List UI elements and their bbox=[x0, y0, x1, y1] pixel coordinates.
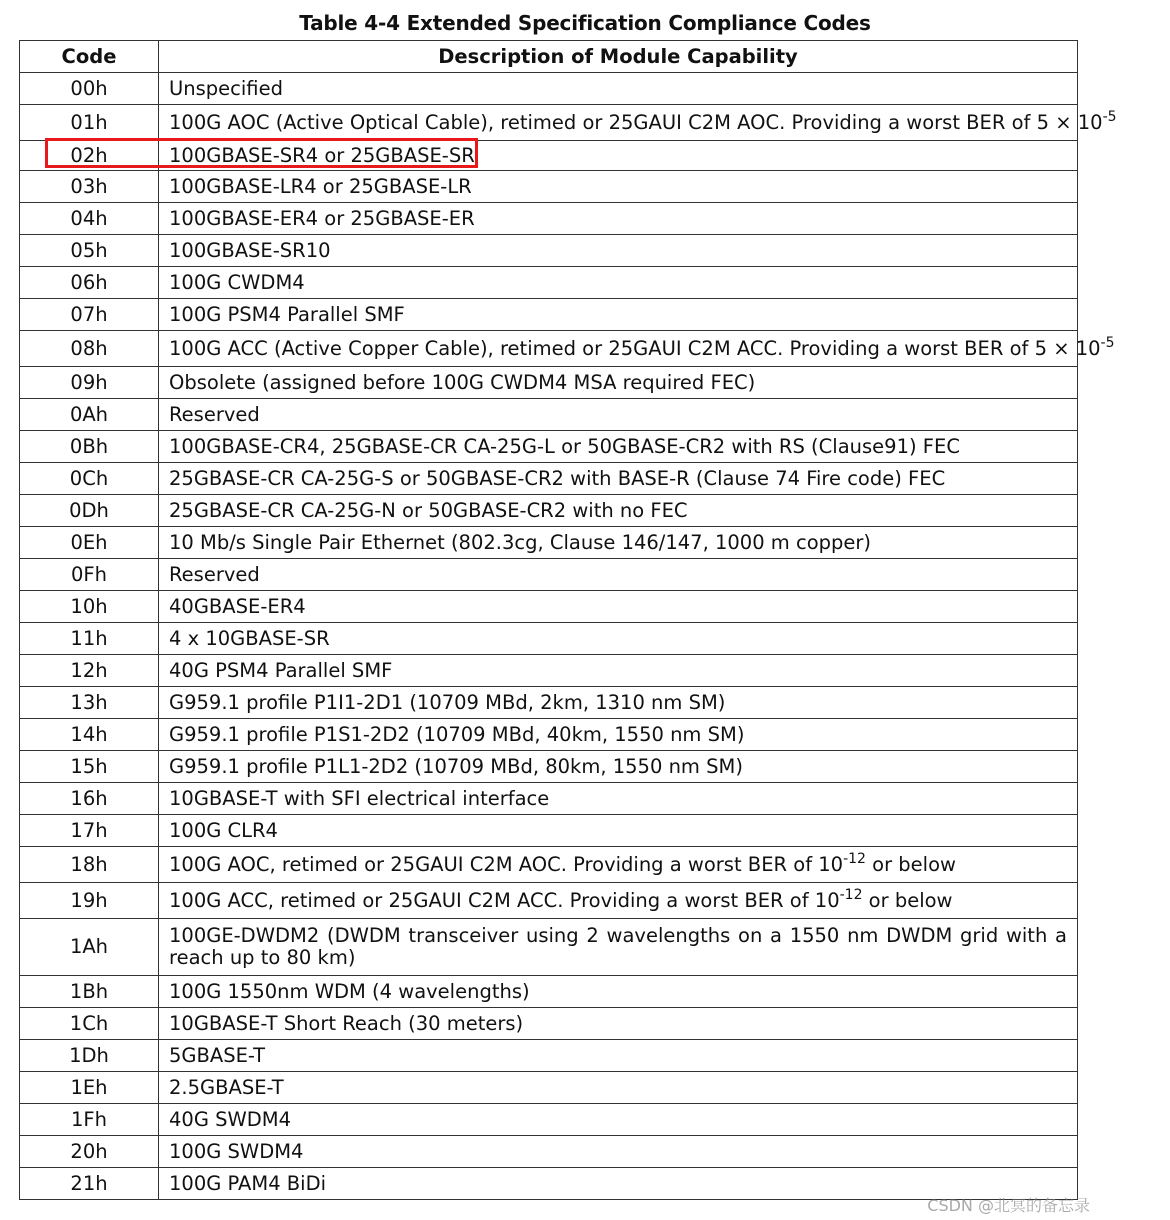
table-row bbox=[20, 367, 1078, 399]
table-row bbox=[20, 1008, 1078, 1040]
highlight-box bbox=[45, 138, 478, 168]
description-text: G959.1 profile P1I1-2D1 (10709 MBd, 2km, 1310 nm SM) bbox=[169, 690, 726, 714]
description-cell bbox=[159, 591, 1078, 623]
code-cell: 13h bbox=[20, 687, 159, 719]
description-text: 100G ACC, retimed or 25GAUI C2M ACC. Providing a worst BER of 10 bbox=[169, 888, 840, 912]
code-cell: 11h bbox=[20, 623, 159, 655]
table-row bbox=[20, 655, 1078, 687]
table-row bbox=[20, 431, 1078, 463]
table-row bbox=[20, 267, 1078, 299]
description-suffix: or below bbox=[865, 852, 956, 876]
watermark: CSDN @北冥的备忘录 bbox=[927, 1196, 1090, 1215]
description-text: G959.1 profile P1L1-2D2 (10709 MBd, 80km, 1550 nm SM) bbox=[169, 754, 743, 778]
table-row bbox=[20, 299, 1078, 331]
table-row bbox=[20, 171, 1078, 203]
table-row bbox=[20, 1168, 1078, 1200]
code-cell: 0Ah bbox=[20, 399, 159, 431]
description-text: 100G SWDM4 bbox=[169, 1139, 304, 1163]
exponent: -12 bbox=[843, 850, 866, 867]
exponent: -5 bbox=[1102, 108, 1117, 125]
description-text: 4 x 10GBASE-SR bbox=[169, 626, 330, 650]
code-cell: 1Ch bbox=[20, 1008, 159, 1040]
table-row bbox=[20, 883, 1078, 919]
code-cell: 00h bbox=[20, 73, 159, 105]
description-text: 2.5GBASE-T bbox=[169, 1075, 284, 1099]
code-cell: 20h bbox=[20, 1136, 159, 1168]
code-cell: 16h bbox=[20, 783, 159, 815]
code-cell: 06h bbox=[20, 267, 159, 299]
description-text: 25GBASE-CR CA-25G-N or 50GBASE-CR2 with no FEC bbox=[169, 498, 688, 522]
table-row bbox=[20, 1104, 1078, 1136]
description-text: 10 Mb/s Single Pair Ethernet (802.3cg, Clause 146/147, 1000 m copper) bbox=[169, 530, 872, 554]
code-cell: 0Fh bbox=[20, 559, 159, 591]
exponent: -5 bbox=[1100, 334, 1115, 351]
description-text: 40G PSM4 Parallel SMF bbox=[169, 658, 393, 682]
description-cell bbox=[159, 976, 1078, 1008]
table-row bbox=[20, 976, 1078, 1008]
code-cell: 01h bbox=[20, 105, 159, 141]
description-text: 100GBASE-SR4 or 25GBASE-SR bbox=[169, 143, 475, 167]
code-cell: 02h bbox=[20, 141, 159, 171]
table-row bbox=[20, 105, 1078, 141]
code-cell: 10h bbox=[20, 591, 159, 623]
code-cell: 04h bbox=[20, 203, 159, 235]
description-cell bbox=[159, 1104, 1078, 1136]
table-row bbox=[20, 719, 1078, 751]
description-cell bbox=[159, 73, 1078, 105]
description-text: Reserved bbox=[169, 402, 260, 426]
description-cell bbox=[159, 783, 1078, 815]
description-cell bbox=[159, 331, 1115, 367]
description-text: 100G CLR4 bbox=[169, 818, 278, 842]
table-row bbox=[20, 591, 1078, 623]
description-text: 100GBASE-SR10 bbox=[169, 238, 331, 262]
description-text: 100GBASE-LR4 or 25GBASE-LR bbox=[169, 174, 472, 198]
table-row bbox=[20, 331, 1078, 367]
code-cell: 18h bbox=[20, 847, 159, 883]
table-row bbox=[20, 235, 1078, 267]
description-cell bbox=[159, 399, 1078, 431]
table-row bbox=[20, 815, 1078, 847]
table-row bbox=[20, 687, 1078, 719]
compliance-codes-table bbox=[19, 40, 1117, 1200]
description-text: 100G 1550nm WDM (4 wavelengths) bbox=[169, 979, 530, 1003]
description-text: 100G AOC, retimed or 25GAUI C2M AOC. Providing a worst BER of 10 bbox=[169, 852, 844, 876]
table-body bbox=[20, 73, 1117, 1200]
description-text: 100G AOC (Active Optical Cable), retimed or 25GAUI C2M AOC. Providing a worst BER of 5 × 10 bbox=[169, 110, 1103, 134]
description-cell bbox=[159, 105, 1117, 141]
code-cell: 0Ch bbox=[20, 463, 159, 495]
table-row bbox=[20, 623, 1078, 655]
code-cell: 05h bbox=[20, 235, 159, 267]
description-text: 5GBASE-T bbox=[169, 1043, 266, 1067]
code-cell: 0Dh bbox=[20, 495, 159, 527]
description-suffix: or below bbox=[862, 888, 953, 912]
description-cell bbox=[159, 847, 1078, 883]
description-text: 10GBASE-T Short Reach (30 meters) bbox=[169, 1011, 524, 1035]
description-cell bbox=[159, 687, 1078, 719]
table-row bbox=[20, 783, 1078, 815]
table-row bbox=[20, 463, 1078, 495]
description-text: 100G CWDM4 bbox=[169, 270, 305, 294]
table-header-row bbox=[20, 41, 1078, 73]
table-row bbox=[20, 527, 1078, 559]
table-row bbox=[20, 495, 1078, 527]
table-row bbox=[20, 399, 1078, 431]
description-cell bbox=[159, 527, 1078, 559]
description-cell bbox=[159, 299, 1078, 331]
description-cell bbox=[159, 751, 1078, 783]
description-cell bbox=[159, 463, 1078, 495]
table-row bbox=[20, 203, 1078, 235]
description-cell bbox=[159, 919, 1078, 976]
description-cell bbox=[159, 815, 1078, 847]
code-cell: 08h bbox=[20, 331, 159, 367]
table-row bbox=[20, 559, 1078, 591]
code-cell: 1Bh bbox=[20, 976, 159, 1008]
description-cell bbox=[159, 655, 1078, 687]
description-text: 40G SWDM4 bbox=[169, 1107, 292, 1131]
code-cell: 17h bbox=[20, 815, 159, 847]
code-cell: 14h bbox=[20, 719, 159, 751]
code-cell: 1Eh bbox=[20, 1072, 159, 1104]
description-text: Unspecified bbox=[169, 76, 283, 100]
code-cell: 07h bbox=[20, 299, 159, 331]
description-text: Obsolete (assigned before 100G CWDM4 MSA required FEC) bbox=[169, 370, 756, 394]
description-cell bbox=[159, 1008, 1078, 1040]
code-cell: 19h bbox=[20, 883, 159, 919]
description-cell bbox=[159, 495, 1078, 527]
code-cell: 21h bbox=[20, 1168, 159, 1200]
code-cell: 03h bbox=[20, 171, 159, 203]
description-cell bbox=[159, 883, 1078, 919]
description-text: 100GE-DWDM2 (DWDM transceiver using 2 wavelengths on a 1550 nm DWDM grid with a reach up to 80 km) bbox=[169, 924, 1067, 969]
table-row bbox=[20, 847, 1078, 883]
description-cell bbox=[159, 719, 1078, 751]
description-cell bbox=[159, 1072, 1078, 1104]
code-cell: 1Ah bbox=[20, 919, 159, 976]
description-cell bbox=[159, 267, 1078, 299]
description-cell bbox=[159, 431, 1078, 463]
description-text: 25GBASE-CR CA-25G-S or 50GBASE-CR2 with BASE-R (Clause 74 Fire code) FEC bbox=[169, 466, 946, 490]
code-cell: 1Dh bbox=[20, 1040, 159, 1072]
header-code: Code bbox=[20, 41, 159, 73]
description-cell bbox=[159, 623, 1078, 655]
table-row bbox=[20, 1072, 1078, 1104]
description-text: Reserved bbox=[169, 562, 260, 586]
description-cell bbox=[159, 559, 1078, 591]
code-cell: 15h bbox=[20, 751, 159, 783]
description-text: 100GBASE-ER4 or 25GBASE-ER bbox=[169, 206, 475, 230]
description-text: G959.1 profile P1S1-2D2 (10709 MBd, 40km, 1550 nm SM) bbox=[169, 722, 745, 746]
description-cell bbox=[159, 171, 1078, 203]
table-row bbox=[20, 1040, 1078, 1072]
description-cell bbox=[159, 1136, 1078, 1168]
table-row bbox=[20, 1136, 1078, 1168]
description-text: 100G PAM4 BiDi bbox=[169, 1171, 327, 1195]
description-text: 10GBASE-T with SFI electrical interface bbox=[169, 786, 550, 810]
description-cell bbox=[159, 1040, 1078, 1072]
code-cell: 0Bh bbox=[20, 431, 159, 463]
table-row bbox=[20, 919, 1078, 976]
description-text: 100GBASE-CR4, 25GBASE-CR CA-25G-L or 50GBASE-CR2 with RS (Clause91) FEC bbox=[169, 434, 960, 458]
header-description: Description of Module Capability bbox=[159, 41, 1078, 73]
table-row bbox=[20, 751, 1078, 783]
description-cell bbox=[159, 367, 1078, 399]
code-cell: 12h bbox=[20, 655, 159, 687]
description-text: 100G PSM4 Parallel SMF bbox=[169, 302, 405, 326]
code-cell: 1Fh bbox=[20, 1104, 159, 1136]
description-text: 100G ACC (Active Copper Cable), retimed or 25GAUI C2M ACC. Providing a worst BER of 5 × 10 bbox=[169, 336, 1101, 360]
description-text: 40GBASE-ER4 bbox=[169, 594, 306, 618]
description-cell bbox=[159, 203, 1078, 235]
table-title: Table 4-4 Extended Specification Compliance Codes bbox=[299, 11, 871, 35]
code-cell: 0Eh bbox=[20, 527, 159, 559]
code-cell: 09h bbox=[20, 367, 159, 399]
description-cell bbox=[159, 235, 1078, 267]
table-row bbox=[20, 73, 1078, 105]
exponent: -12 bbox=[839, 886, 863, 903]
